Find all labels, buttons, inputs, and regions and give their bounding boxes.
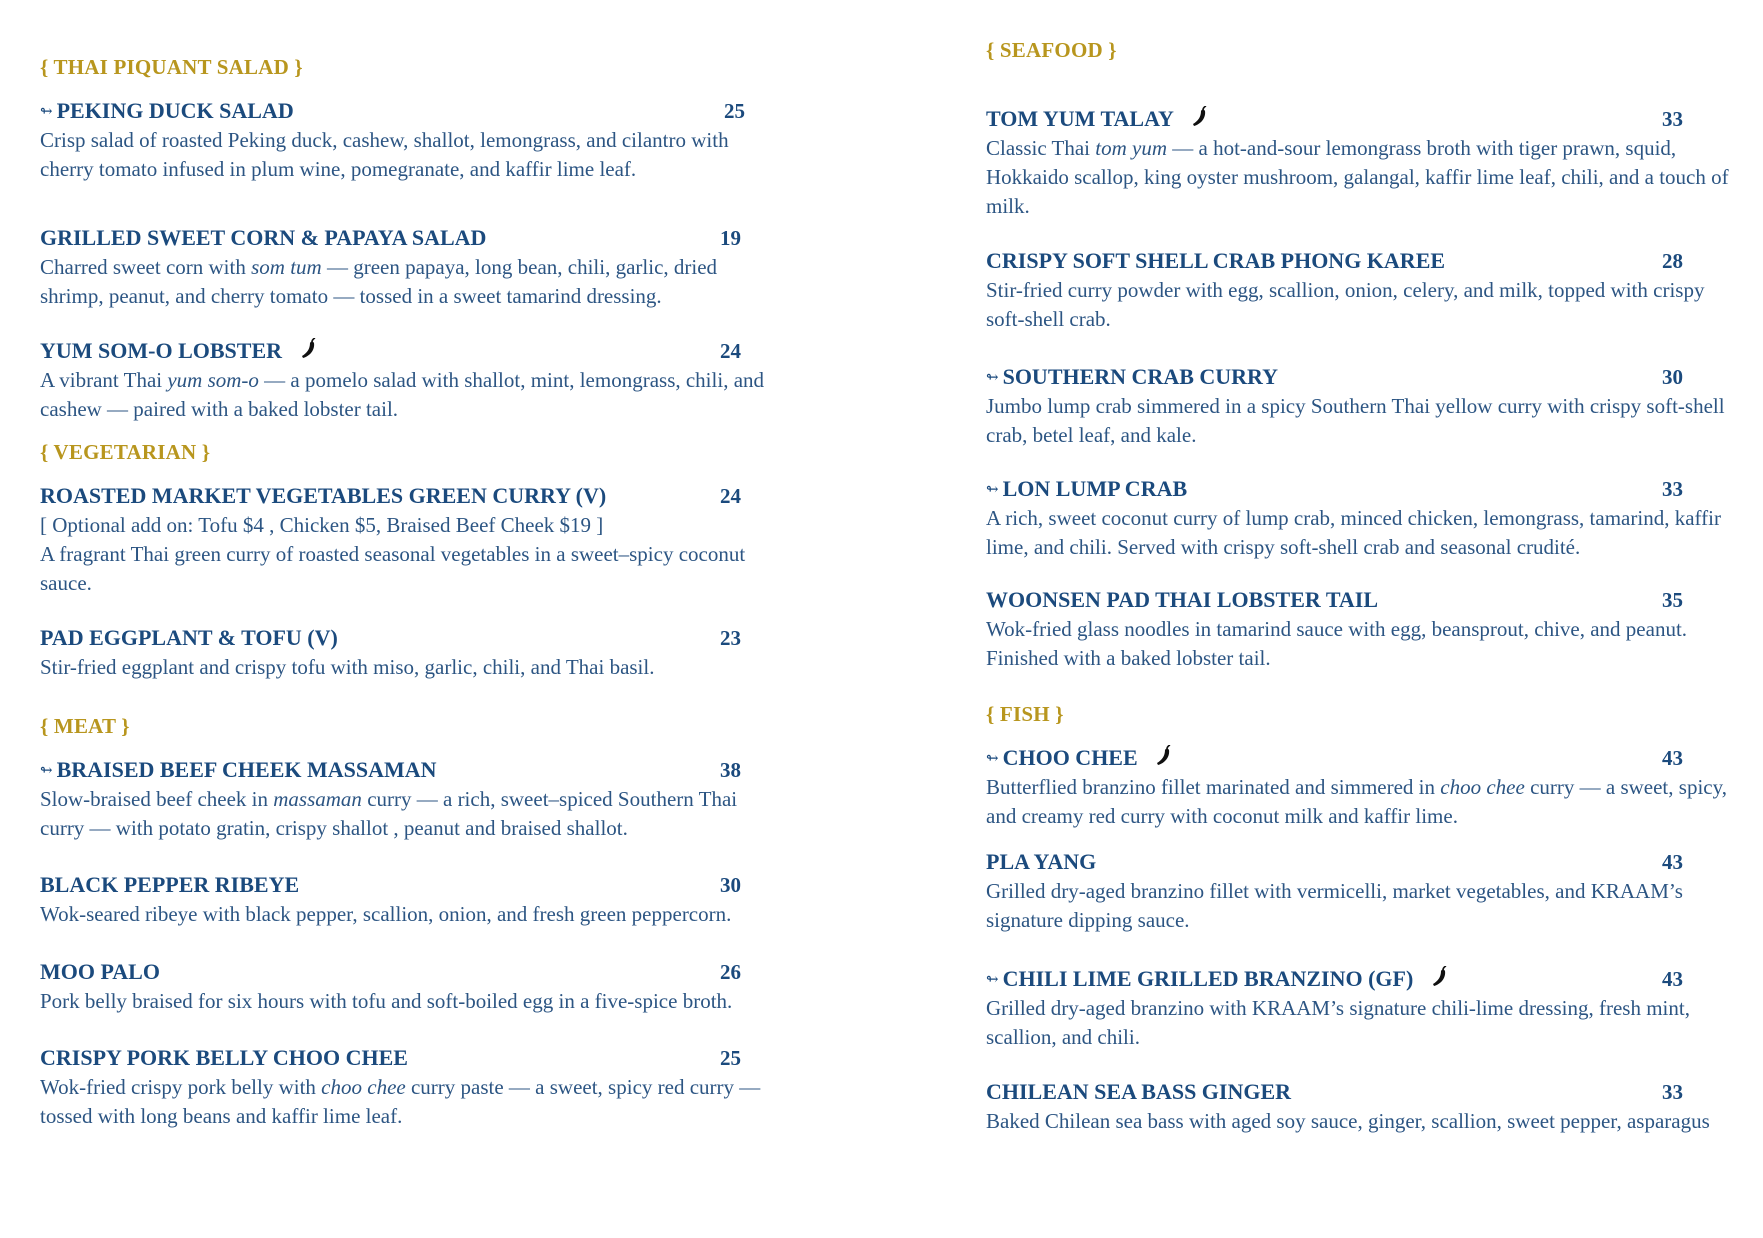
item-name: YUM SOM-O LOBSTER (40, 338, 283, 363)
item-description: Pork belly braised for six hours with tofu and soft-boiled egg in a five-spice broth. (40, 989, 733, 1013)
menu-item-chilean-sea-bass-ginger (986, 1077, 1738, 1136)
item-description: Slow-braised beef cheek in massaman curry — a rich, sweet–spiced Southern Thai curry — with potato gratin, crispy shallot , peanut and braised shallot. (40, 787, 738, 840)
item-description: Wok-fried glass noodles in tamarind sauce with egg, beansprout, chive, and peanut. Finished with a baked lobster tail. (986, 617, 1688, 670)
item-description: Stir-fried eggplant and crispy tofu with miso, garlic, chili, and Thai basil. (40, 655, 655, 679)
chili-pepper-icon (1191, 106, 1209, 136)
item-name: LON LUMP CRAB (1002, 476, 1188, 501)
section-title-fish: { FISH } (986, 702, 1064, 726)
item-name: CHILI LIME GRILLED BRANZINO (GF) (1002, 966, 1414, 991)
item-price: 25 (724, 99, 745, 123)
section-title-vegetarian: { VEGETARIAN } (40, 440, 211, 464)
hooked-arrow-icon: ↬ (40, 104, 53, 120)
menu-item-pad-eggplant-tofu (40, 623, 780, 682)
chili-pepper-icon (1431, 966, 1449, 996)
menu-item-chili-lime-grilled-branzino (986, 964, 1738, 1052)
item-price: 28 (1662, 249, 1683, 273)
item-name: ROASTED MARKET VEGETABLES GREEN CURRY (V) (40, 483, 607, 508)
item-name: MOO PALO (40, 959, 160, 984)
optional-add-on-note: [ Optional add on: Tofu $4 , Chicken $5, Braised Beef Cheek $19 ] (40, 513, 604, 537)
item-name: PAD EGGPLANT & TOFU (V) (40, 625, 338, 650)
item-description: A fragrant Thai green curry of roasted seasonal vegetables in a sweet–spicy coconut sauce. (40, 542, 746, 595)
section-title-meat: { MEAT } (40, 714, 130, 738)
item-name: CRISPY SOFT SHELL CRAB PHONG KAREE (986, 248, 1446, 273)
item-price: 35 (1662, 588, 1683, 612)
right-menu-column (986, 0, 1738, 1238)
menu-item-braised-beef-cheek-massaman (40, 755, 780, 843)
item-description: Wok-fried crispy pork belly with choo chee curry paste — a sweet, spicy red curry — tossed with long beans and kaffir lime leaf. (40, 1075, 761, 1128)
item-price: 43 (1662, 746, 1683, 770)
item-price: 33 (1662, 1080, 1683, 1104)
item-price: 23 (720, 626, 741, 650)
item-name: BRAISED BEEF CHEEK MASSAMAN (56, 757, 437, 782)
menu-item-tom-yum-talay (986, 104, 1738, 221)
menu-item-lon-lump-crab (986, 474, 1738, 562)
item-price: 38 (720, 758, 741, 782)
item-description: Crisp salad of roasted Peking duck, cashew, shallot, lemongrass, and cilantro with cherry tomato infused in plum wine, pomegranate, and kaffir lime leaf. (40, 128, 729, 181)
menu-item-woonsen-pad-thai-lobster-tail (986, 585, 1738, 673)
item-description: Grilled dry-aged branzino with KRAAM’s signature chili-lime dressing, fresh mint, scallion, and chili. (986, 996, 1690, 1049)
menu-item-black-pepper-ribeye (40, 870, 780, 929)
item-price: 30 (1662, 365, 1683, 389)
item-name: BLACK PEPPER RIBEYE (40, 872, 300, 897)
item-price: 43 (1662, 850, 1683, 874)
item-name: TOM YUM TALAY (986, 106, 1174, 131)
hooked-arrow-icon: ↬ (986, 370, 999, 386)
item-name: PLA YANG (986, 849, 1097, 874)
item-description: Grilled dry-aged branzino fillet with vermicelli, market vegetables, and KRAAM’s signature dipping sauce. (986, 879, 1683, 932)
menu-item-yum-som-o-lobster (40, 336, 780, 424)
chili-pepper-icon (1155, 745, 1173, 775)
item-description: Classic Thai tom yum — a hot-and-sour lemongrass broth with tiger prawn, squid, Hokkaido scallop, king oyster mushroom, galangal, kaffir lime leaf, chili, and a touch of milk. (986, 136, 1729, 218)
section-title-seafood: { SEAFOOD } (986, 38, 1117, 62)
item-price: 26 (720, 960, 741, 984)
item-description: Butterflied branzino fillet marinated and simmered in choo chee curry — a sweet, spicy, and creamy red curry with coconut milk and kaffir lime. (986, 775, 1727, 828)
item-price: 33 (1662, 107, 1683, 131)
menu-item-pla-yang (986, 847, 1738, 935)
item-description: Charred sweet corn with som tum — green papaya, long bean, chili, garlic, dried shrimp, peanut, and cherry tomato — tossed in a sweet tamarind dressing. (40, 255, 718, 308)
menu-item-choo-chee (986, 743, 1738, 831)
item-name: SOUTHERN CRAB CURRY (1002, 364, 1279, 389)
hooked-arrow-icon: ↬ (986, 972, 999, 988)
section-title-thai-piquant-salad: { THAI PIQUANT SALAD } (40, 55, 303, 79)
left-menu-column (40, 0, 780, 1238)
item-price: 33 (1662, 477, 1683, 501)
menu-item-moo-palo (40, 957, 780, 1016)
item-price: 25 (720, 1046, 741, 1070)
item-price: 19 (720, 226, 741, 250)
item-name: CRISPY PORK BELLY CHOO CHEE (40, 1045, 408, 1070)
item-name: CHOO CHEE (1002, 745, 1138, 770)
chili-pepper-icon (300, 338, 318, 368)
hooked-arrow-icon: ↬ (986, 751, 999, 767)
item-description: Jumbo lump crab simmered in a spicy Southern Thai yellow curry with crispy soft-shell crab, betel leaf, and kale. (986, 394, 1725, 447)
item-price: 24 (720, 484, 741, 508)
menu-item-peking-duck-salad (40, 96, 780, 184)
item-price: 24 (720, 339, 741, 363)
item-description: Wok-seared ribeye with black pepper, scallion, onion, and fresh green peppercorn. (40, 902, 732, 926)
item-name: GRILLED SWEET CORN & PAPAYA SALAD (40, 225, 487, 250)
item-description: A rich, sweet coconut curry of lump crab, minced chicken, lemongrass, tamarind, kaffir lime, and chili. Served with crispy soft-shell crab and seasonal crudité. (986, 506, 1721, 559)
item-price: 43 (1662, 967, 1683, 991)
hooked-arrow-icon: ↬ (986, 482, 999, 498)
menu-item-grilled-sweet-corn-papaya-salad (40, 223, 780, 311)
item-description: A vibrant Thai yum som-o — a pomelo salad with shallot, mint, lemongrass, chili, and cashew — paired with a baked lobster tail. (40, 368, 765, 421)
menu-item-roasted-market-vegetables-green-curry (40, 481, 780, 598)
item-description: Baked Chilean sea bass with aged soy sauce, ginger, scallion, sweet pepper, asparagus (986, 1109, 1710, 1133)
item-name: PEKING DUCK SALAD (56, 98, 294, 123)
hooked-arrow-icon: ↬ (40, 763, 53, 779)
item-description: Stir-fried curry powder with egg, scallion, onion, celery, and milk, topped with crispy soft-shell crab. (986, 278, 1705, 331)
item-name: WOONSEN PAD THAI LOBSTER TAIL (986, 587, 1379, 612)
menu-item-crispy-pork-belly-choo-chee (40, 1043, 780, 1131)
menu-item-crispy-soft-shell-crab-phong-karee (986, 246, 1738, 334)
item-name: CHILEAN SEA BASS GINGER (986, 1079, 1292, 1104)
menu-item-southern-crab-curry (986, 362, 1738, 450)
item-price: 30 (720, 873, 741, 897)
